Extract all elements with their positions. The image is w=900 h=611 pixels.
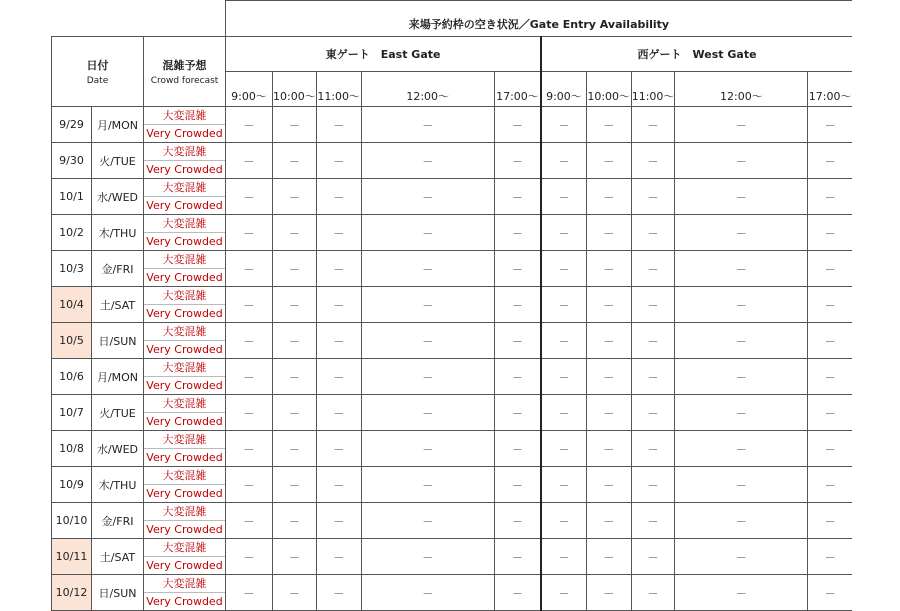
west-gate-slot-cell: － (631, 395, 675, 431)
west-gate-slot-cell: － (808, 179, 852, 215)
east-gate-slot-cell: － (361, 179, 494, 215)
gate-availability-table (51, 0, 852, 611)
row-weekday: 火/TUE (92, 395, 144, 431)
west-gate-slot-cell: － (541, 251, 586, 287)
east-gate-slot-cell: － (494, 179, 541, 215)
row-crowd-forecast (144, 431, 226, 467)
west-gate-time-slot: 10:00～ (586, 72, 631, 107)
forecast-label-jp: 大変混雑 (144, 431, 225, 449)
west-gate-slot-cell: － (631, 287, 675, 323)
table-row (52, 467, 852, 503)
table-row (52, 251, 852, 287)
west-gate-slot-cell: － (631, 179, 675, 215)
table-row (52, 107, 852, 143)
west-gate-slot-cell: － (675, 143, 808, 179)
west-gate-time-slot: 17:00～ (808, 72, 852, 107)
west-gate-slot-cell: － (631, 503, 675, 539)
east-gate-slot-cell: － (316, 467, 361, 503)
west-gate-slot-cell: － (541, 359, 586, 395)
west-gate-slot-cell: － (808, 143, 852, 179)
east-gate-slot-cell: － (273, 323, 317, 359)
east-gate-slot-cell: － (273, 395, 317, 431)
row-weekday: 水/WED (92, 179, 144, 215)
east-gate-slot-cell: － (494, 251, 541, 287)
west-gate-slot-cell: － (541, 503, 586, 539)
east-gate-slot-cell: － (316, 215, 361, 251)
east-gate-slot-cell: － (361, 323, 494, 359)
east-gate-time-slot: 12:00～ (361, 72, 494, 107)
east-gate-slot-cell: － (361, 107, 494, 143)
west-gate-slot-cell: － (586, 395, 631, 431)
east-gate-slot-cell: － (273, 359, 317, 395)
west-gate-slot-cell: － (675, 287, 808, 323)
forecast-label-en: Very Crowded (146, 379, 223, 392)
table-row (52, 431, 852, 467)
date-header-jp: 日付 (86, 59, 109, 72)
west-gate-slot-cell: － (675, 107, 808, 143)
east-gate-slot-cell: － (494, 143, 541, 179)
row-date: 10/12 (52, 575, 92, 611)
west-gate-slot-cell: － (808, 503, 852, 539)
forecast-label-en: Very Crowded (146, 271, 223, 284)
east-gate-slot-cell: － (361, 251, 494, 287)
date-header-en: Date (86, 76, 109, 86)
west-gate-slot-cell: － (808, 539, 852, 575)
west-gate-slot-cell: － (808, 251, 852, 287)
east-gate-slot-cell: － (273, 575, 317, 611)
row-weekday: 金/FRI (92, 251, 144, 287)
row-date: 10/4 (52, 287, 92, 323)
east-gate-slot-cell: － (361, 143, 494, 179)
row-date: 10/11 (52, 539, 92, 575)
forecast-label-en: Very Crowded (146, 559, 223, 572)
west-gate-slot-cell: － (631, 107, 675, 143)
forecast-label-jp: 大変混雑 (144, 359, 225, 377)
east-gate-slot-cell: － (273, 215, 317, 251)
row-date: 10/2 (52, 215, 92, 251)
west-gate-slot-cell: － (808, 215, 852, 251)
east-gate-slot-cell: － (273, 251, 317, 287)
west-gate-slot-cell: － (586, 323, 631, 359)
row-crowd-forecast (144, 467, 226, 503)
west-gate-slot-cell: － (675, 395, 808, 431)
west-gate-slot-cell: － (541, 107, 586, 143)
row-weekday: 土/SAT (92, 539, 144, 575)
west-gate-slot-cell: － (808, 107, 852, 143)
forecast-label-jp: 大変混雑 (144, 539, 225, 557)
row-weekday: 火/TUE (92, 143, 144, 179)
west-gate-slot-cell: － (631, 575, 675, 611)
forecast-label-en: Very Crowded (146, 415, 223, 428)
east-gate-slot-cell: － (226, 143, 273, 179)
west-gate-slot-cell: － (631, 143, 675, 179)
row-crowd-forecast (144, 323, 226, 359)
forecast-label-en: Very Crowded (146, 343, 223, 356)
east-gate-slot-cell: － (494, 359, 541, 395)
west-gate-slot-cell: － (586, 431, 631, 467)
east-gate-slot-cell: － (316, 107, 361, 143)
west-gate-time-slot: 12:00～ (675, 72, 808, 107)
west-gate-header: 西ゲート West Gate (541, 37, 852, 72)
west-gate-slot-cell: － (586, 107, 631, 143)
west-gate-slot-cell: － (675, 575, 808, 611)
forecast-label-jp: 大変混雑 (144, 251, 225, 269)
table-row (52, 179, 852, 215)
east-gate-slot-cell: － (361, 503, 494, 539)
east-gate-slot-cell: － (226, 359, 273, 395)
east-gate-slot-cell: － (273, 431, 317, 467)
east-gate-slot-cell: － (361, 431, 494, 467)
east-gate-slot-cell: － (494, 107, 541, 143)
forecast-label-en: Very Crowded (146, 307, 223, 320)
west-gate-slot-cell: － (675, 251, 808, 287)
east-gate-slot-cell: － (494, 323, 541, 359)
east-gate-slot-cell: － (361, 467, 494, 503)
east-gate-slot-cell: － (226, 179, 273, 215)
east-gate-slot-cell: － (226, 215, 273, 251)
west-gate-slot-cell: － (675, 179, 808, 215)
west-gate-slot-cell: － (541, 287, 586, 323)
row-crowd-forecast (144, 503, 226, 539)
row-weekday: 木/THU (92, 467, 144, 503)
forecast-label-en: Very Crowded (146, 163, 223, 176)
forecast-label-jp: 大変混雑 (144, 575, 225, 593)
west-gate-slot-cell: － (808, 359, 852, 395)
west-gate-slot-cell: － (675, 467, 808, 503)
east-gate-slot-cell: － (226, 251, 273, 287)
east-gate-slot-cell: － (494, 575, 541, 611)
table-row (52, 143, 852, 179)
row-weekday: 土/SAT (92, 287, 144, 323)
row-crowd-forecast (144, 395, 226, 431)
date-column-header (52, 37, 144, 107)
east-gate-slot-cell: － (273, 287, 317, 323)
west-gate-slot-cell: － (808, 287, 852, 323)
west-gate-slot-cell: － (675, 431, 808, 467)
west-gate-slot-cell: － (541, 215, 586, 251)
east-gate-slot-cell: － (494, 287, 541, 323)
east-gate-slot-cell: － (361, 215, 494, 251)
forecast-label-en: Very Crowded (146, 127, 223, 140)
east-gate-slot-cell: － (316, 539, 361, 575)
east-gate-header: 東ゲート East Gate (226, 37, 542, 72)
west-gate-slot-cell: － (541, 395, 586, 431)
west-gate-slot-cell: － (808, 431, 852, 467)
east-gate-slot-cell: － (494, 467, 541, 503)
east-gate-slot-cell: － (316, 395, 361, 431)
west-gate-slot-cell: － (541, 143, 586, 179)
west-gate-slot-cell: － (541, 431, 586, 467)
forecast-label-en: Very Crowded (146, 451, 223, 464)
east-gate-slot-cell: － (226, 323, 273, 359)
west-gate-slot-cell: － (631, 467, 675, 503)
row-crowd-forecast (144, 539, 226, 575)
table-row (52, 287, 852, 323)
west-gate-slot-cell: － (586, 179, 631, 215)
east-gate-slot-cell: － (316, 251, 361, 287)
east-gate-slot-cell: － (273, 467, 317, 503)
east-gate-time-slot: 10:00～ (273, 72, 317, 107)
east-gate-slot-cell: － (494, 539, 541, 575)
forecast-label-en: Very Crowded (146, 235, 223, 248)
east-gate-slot-cell: － (226, 467, 273, 503)
east-gate-slot-cell: － (316, 143, 361, 179)
forecast-label-en: Very Crowded (146, 487, 223, 500)
west-gate-slot-cell: － (631, 431, 675, 467)
east-gate-slot-cell: － (316, 359, 361, 395)
row-weekday: 日/SUN (92, 575, 144, 611)
east-gate-slot-cell: － (226, 539, 273, 575)
west-gate-slot-cell: － (631, 539, 675, 575)
west-gate-slot-cell: － (675, 215, 808, 251)
east-gate-slot-cell: － (226, 431, 273, 467)
east-gate-slot-cell: － (316, 575, 361, 611)
forecast-label-jp: 大変混雑 (144, 395, 225, 413)
east-gate-slot-cell: － (273, 503, 317, 539)
west-gate-slot-cell: － (631, 323, 675, 359)
west-gate-slot-cell: － (586, 251, 631, 287)
west-gate-slot-cell: － (675, 323, 808, 359)
east-gate-time-slot: 11:00～ (316, 72, 361, 107)
header-blank (52, 1, 226, 37)
row-date: 10/9 (52, 467, 92, 503)
west-gate-slot-cell: － (631, 251, 675, 287)
west-gate-slot-cell: － (541, 575, 586, 611)
west-gate-slot-cell: － (586, 503, 631, 539)
forecast-label-en: Very Crowded (146, 595, 223, 608)
east-gate-slot-cell: － (226, 395, 273, 431)
east-gate-slot-cell: － (316, 323, 361, 359)
east-gate-time-slot: 17:00～ (494, 72, 541, 107)
west-gate-slot-cell: － (586, 359, 631, 395)
row-date: 9/30 (52, 143, 92, 179)
row-date: 9/29 (52, 107, 92, 143)
table-row (52, 359, 852, 395)
table-body (52, 107, 852, 611)
row-date: 10/5 (52, 323, 92, 359)
table-row (52, 215, 852, 251)
west-gate-slot-cell: － (631, 215, 675, 251)
west-gate-slot-cell: － (541, 467, 586, 503)
row-weekday: 金/FRI (92, 503, 144, 539)
west-gate-time-slot: 11:00～ (631, 72, 675, 107)
row-date: 10/6 (52, 359, 92, 395)
west-gate-slot-cell: － (541, 539, 586, 575)
forecast-label-jp: 大変混雑 (144, 143, 225, 161)
east-gate-slot-cell: － (361, 287, 494, 323)
forecast-label-jp: 大変混雑 (144, 323, 225, 341)
forecast-label-jp: 大変混雑 (144, 467, 225, 485)
row-date: 10/7 (52, 395, 92, 431)
west-gate-slot-cell: － (675, 359, 808, 395)
forecast-label-jp: 大変混雑 (144, 215, 225, 233)
west-gate-slot-cell: － (541, 179, 586, 215)
west-gate-slot-cell: － (808, 395, 852, 431)
row-date: 10/8 (52, 431, 92, 467)
east-gate-slot-cell: － (273, 539, 317, 575)
row-crowd-forecast (144, 251, 226, 287)
east-gate-slot-cell: － (316, 503, 361, 539)
east-gate-slot-cell: － (361, 359, 494, 395)
row-weekday: 日/SUN (92, 323, 144, 359)
west-gate-slot-cell: － (586, 215, 631, 251)
east-gate-slot-cell: － (226, 287, 273, 323)
table-row (52, 575, 852, 611)
row-weekday: 月/MON (92, 359, 144, 395)
forecast-header-en: Crowd forecast (150, 76, 219, 86)
west-gate-slot-cell: － (586, 143, 631, 179)
west-gate-slot-cell: － (541, 323, 586, 359)
row-crowd-forecast (144, 179, 226, 215)
forecast-label-en: Very Crowded (146, 199, 223, 212)
row-weekday: 水/WED (92, 431, 144, 467)
east-gate-slot-cell: － (316, 287, 361, 323)
forecast-label-en: Very Crowded (146, 523, 223, 536)
forecast-label-jp: 大変混雑 (144, 503, 225, 521)
east-gate-slot-cell: － (226, 575, 273, 611)
east-gate-slot-cell: － (361, 395, 494, 431)
east-gate-slot-cell: － (494, 395, 541, 431)
east-gate-time-slot: 9:00～ (226, 72, 273, 107)
west-gate-slot-cell: － (808, 467, 852, 503)
forecast-header-jp: 混雑予想 (162, 59, 207, 72)
forecast-label-jp: 大変混雑 (144, 179, 225, 197)
west-gate-slot-cell: － (586, 287, 631, 323)
west-gate-slot-cell: － (631, 359, 675, 395)
east-gate-slot-cell: － (273, 107, 317, 143)
table-row (52, 323, 852, 359)
east-gate-slot-cell: － (316, 431, 361, 467)
east-gate-slot-cell: － (273, 143, 317, 179)
section-title: 来場予約枠の空き状況／Gate Entry Availability (226, 1, 852, 37)
east-gate-slot-cell: － (494, 431, 541, 467)
row-crowd-forecast (144, 287, 226, 323)
east-gate-slot-cell: － (361, 539, 494, 575)
east-gate-slot-cell: － (494, 503, 541, 539)
row-crowd-forecast (144, 359, 226, 395)
west-gate-slot-cell: － (808, 323, 852, 359)
row-crowd-forecast (144, 143, 226, 179)
east-gate-slot-cell: － (361, 575, 494, 611)
row-date: 10/10 (52, 503, 92, 539)
west-gate-slot-cell: － (675, 503, 808, 539)
table-row (52, 539, 852, 575)
west-gate-slot-cell: － (808, 575, 852, 611)
row-date: 10/1 (52, 179, 92, 215)
west-gate-slot-cell: － (586, 467, 631, 503)
east-gate-slot-cell: － (226, 503, 273, 539)
forecast-column-header (144, 37, 226, 107)
table-row (52, 395, 852, 431)
west-gate-time-slot: 9:00～ (541, 72, 586, 107)
row-crowd-forecast (144, 107, 226, 143)
east-gate-slot-cell: － (316, 179, 361, 215)
east-gate-slot-cell: － (273, 179, 317, 215)
forecast-label-jp: 大変混雑 (144, 287, 225, 305)
row-weekday: 月/MON (92, 107, 144, 143)
row-date: 10/3 (52, 251, 92, 287)
west-gate-slot-cell: － (586, 539, 631, 575)
row-crowd-forecast (144, 575, 226, 611)
west-gate-slot-cell: － (675, 539, 808, 575)
east-gate-slot-cell: － (494, 215, 541, 251)
row-weekday: 木/THU (92, 215, 144, 251)
row-crowd-forecast (144, 215, 226, 251)
west-gate-slot-cell: － (586, 575, 631, 611)
table-row (52, 503, 852, 539)
forecast-label-jp: 大変混雑 (144, 107, 225, 125)
east-gate-slot-cell: － (226, 107, 273, 143)
